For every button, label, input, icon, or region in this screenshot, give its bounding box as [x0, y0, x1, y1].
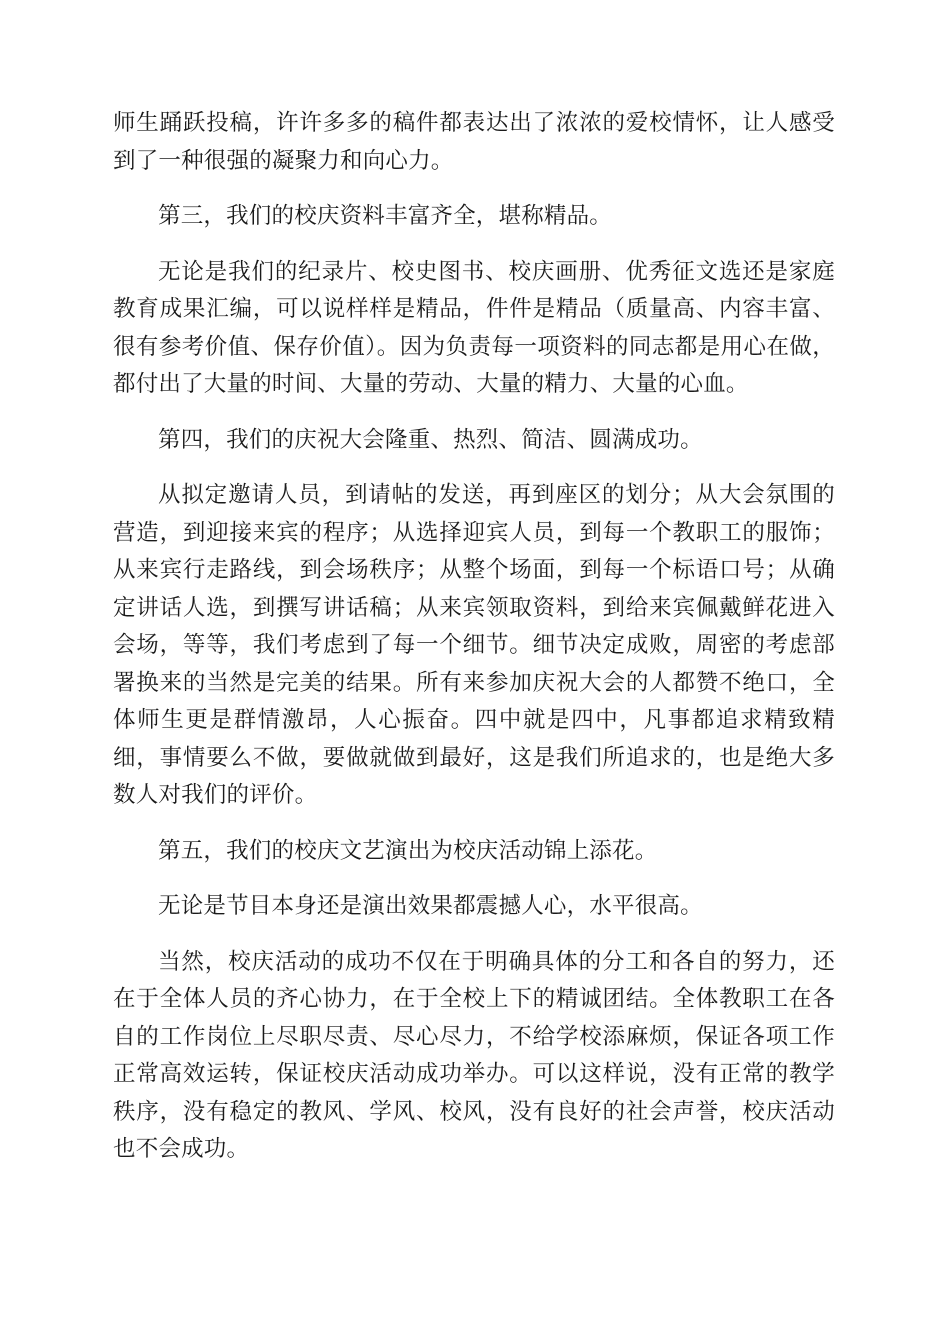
paragraph-6: 第五，我们的校庆文艺演出为校庆活动锦上添花。 — [158, 837, 658, 864]
paragraph-2: 第三，我们的校庆资料丰富齐全，堪称精品。 — [158, 203, 613, 229]
paragraph-4: 第四，我们的庆祝大会隆重、热烈、简洁、圆满成功。 — [158, 426, 703, 453]
paragraph-5: 从拟定邀请人员，到请帖的发送，再到座区的划分；从大会氛围的营造，到迎接来宾的程序；从选择迎宾人员，到每一个教职工的服饰；从来宾行走路线，到会场秩序；从整个场面，到每一个标语口号；从确定讲话人选，到撰写讲话稿；从来宾领取资料，到给来宾佩戴鲜花进入会场，等等，我们考虑到了每一个细节。细节决定成败，周密的考虑部署换来的当然是完美的结果。所有来参加庆祝大会的人都赞不绝口，全体师生更是群情激昂，人心振奋。四中就是四中，凡事都追求精致精细，事情要么不做，要做就做到最好，这是我们所追求的，也是绝大多数人对我们的评价。 — [113, 482, 835, 808]
paragraph-1: 师生踊跃投稿，许许多多的稿件都表达出了浓浓的爱校情怀，让人感受到了一种很强的凝聚力和向心力。 — [113, 110, 835, 174]
document-body — [113, 105, 835, 1187]
paragraph-3: 无论是我们的纪录片、校史图书、校庆画册、优秀征文选还是家庭教育成果汇编，可以说样样是精品，件件是精品（质量高、内容丰富、很有参考价值、保存价值）。因为负责每一项资料的同志都是用心在做，都付出了大量的时间、大量的劳动、大量的精力、大量的心血。 — [113, 258, 835, 397]
paragraph-8: 当然，校庆活动的成功不仅在于明确具体的分工和各自的努力，还在于全体人员的齐心协力，在于全校上下的精诚团结。全体教职工在各自的工作岗位上尽职尽责、尽心尽力，不给学校添麻烦，保证各项工作正常高效运转，保证校庆活动成功举办。可以这样说，没有正常的教学秩序，没有稳定的教风、学风、校风，没有良好的社会声誉，校庆活动也不会成功。 — [113, 948, 835, 1162]
paragraph-7: 无论是节目本身还是演出效果都震撼人心，水平很高。 — [158, 893, 703, 919]
